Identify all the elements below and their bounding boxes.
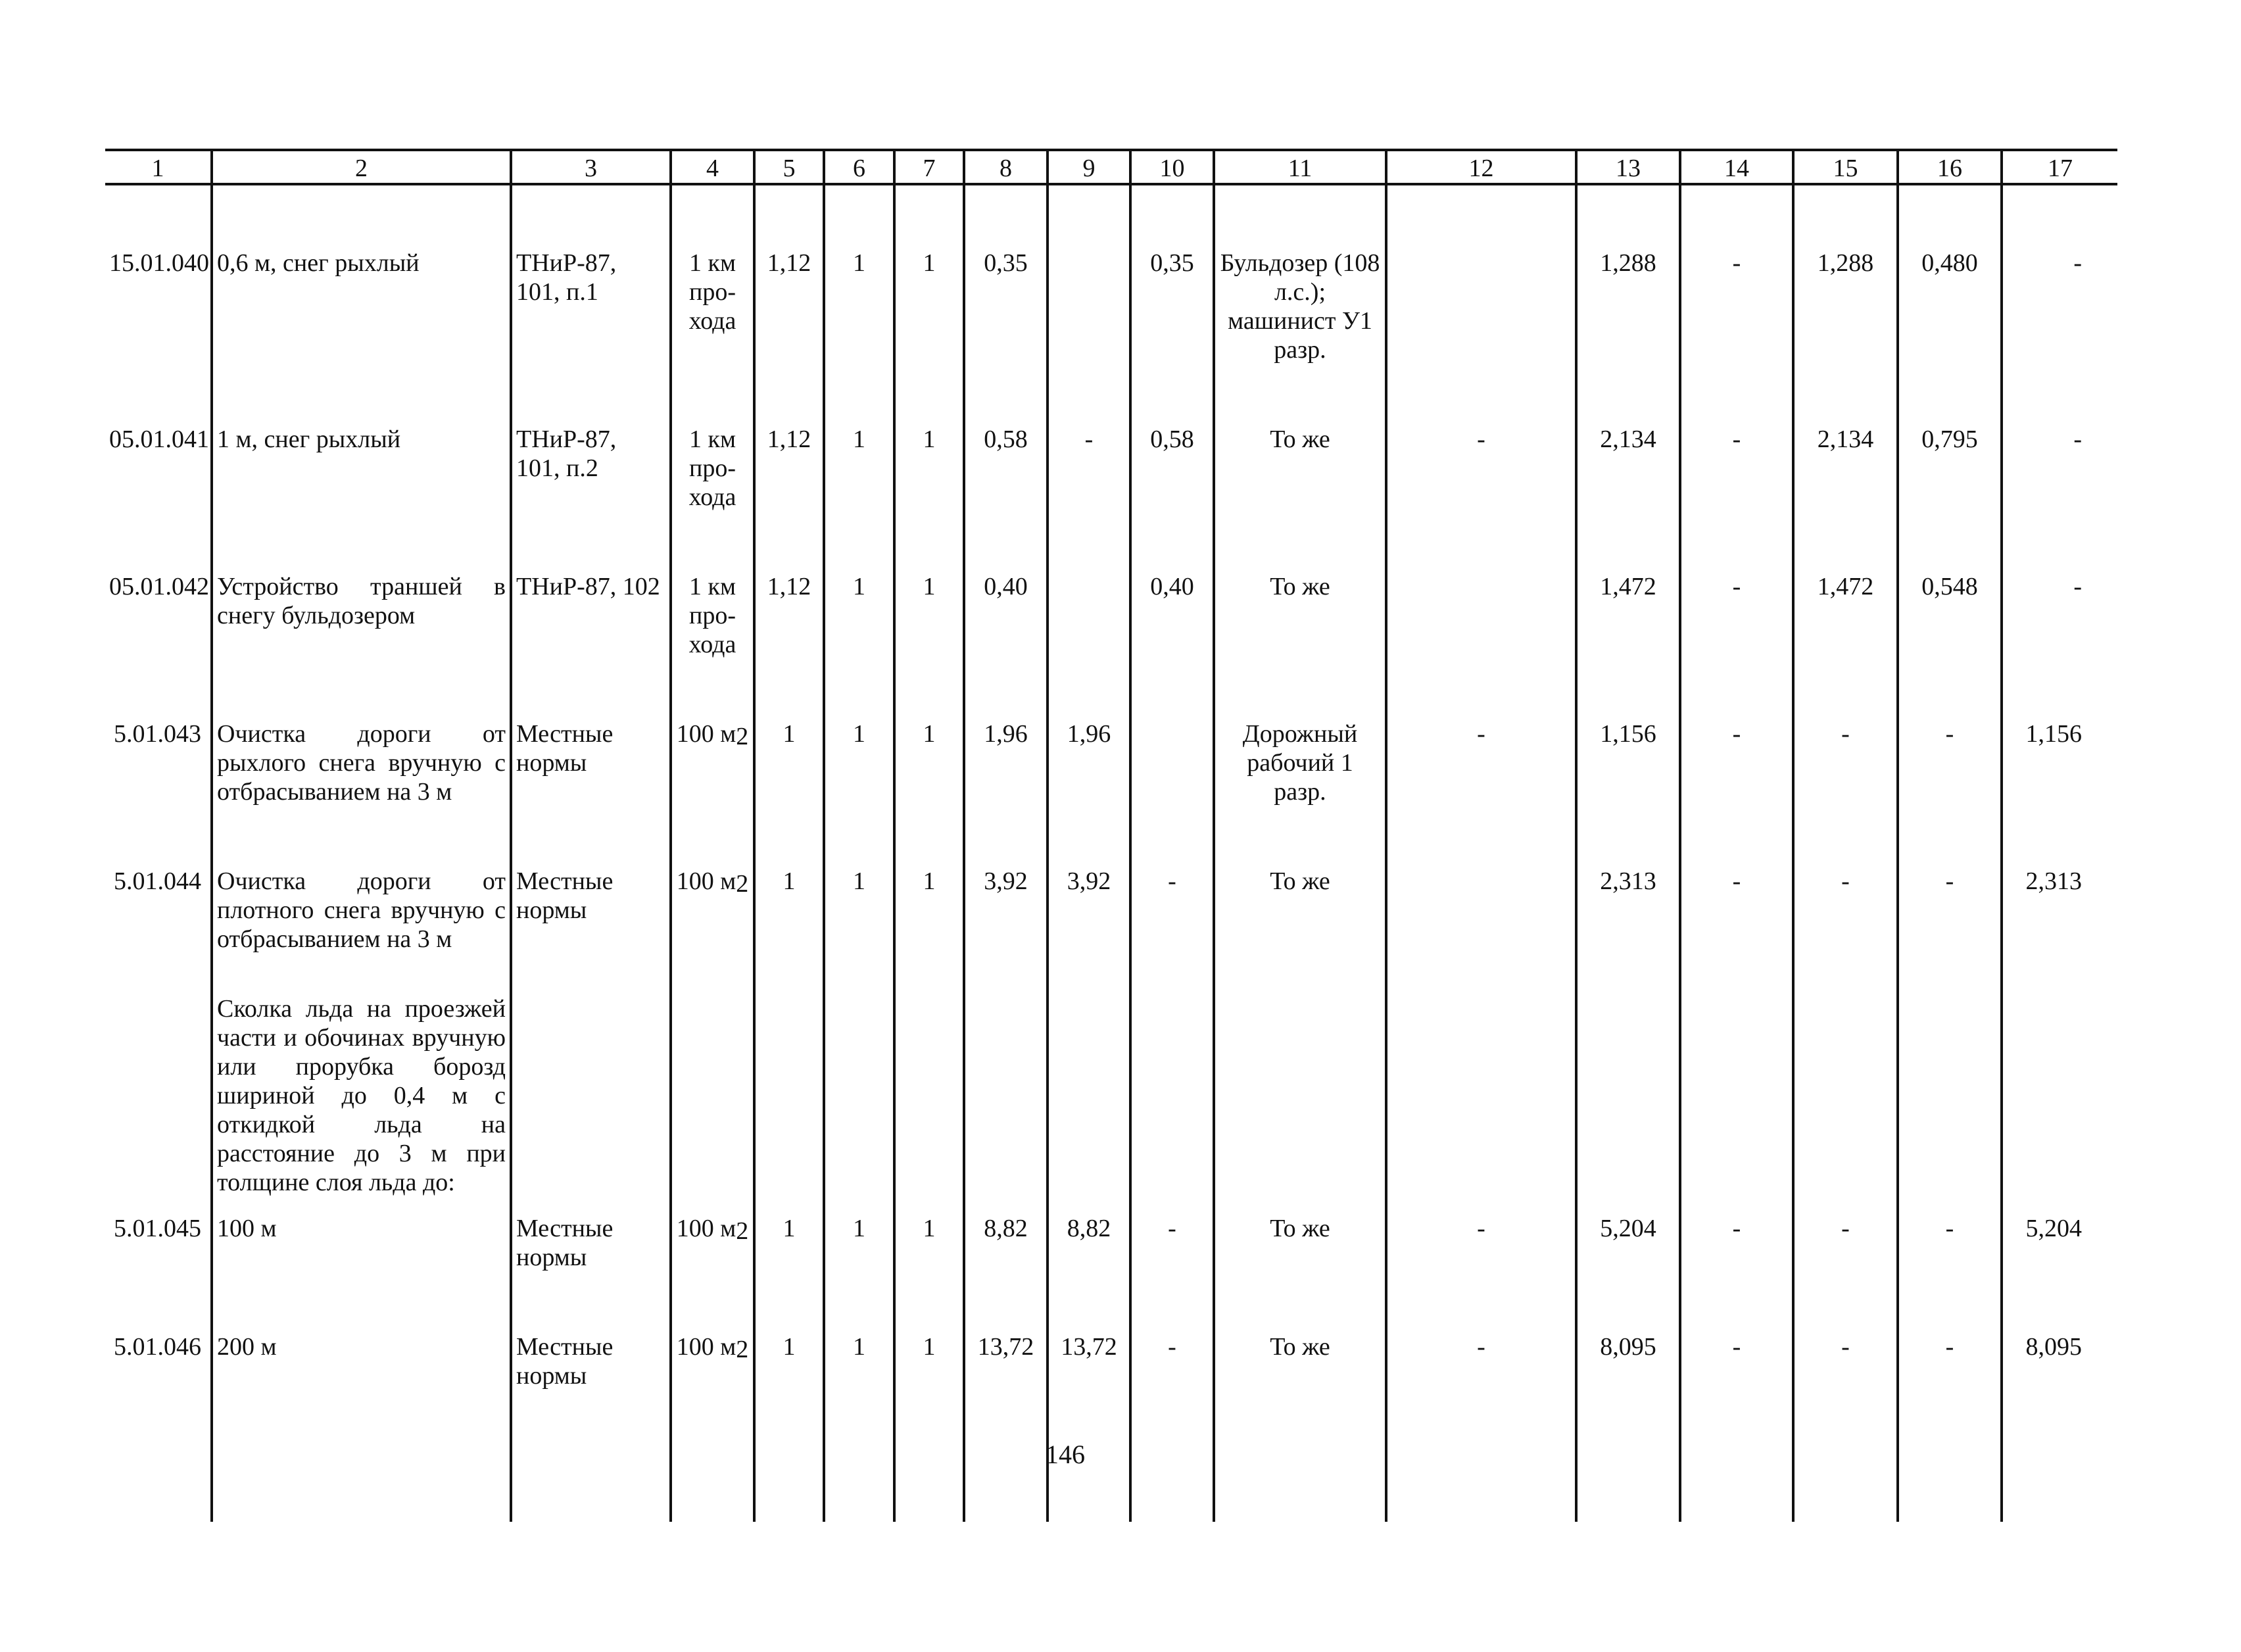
cell: 1 <box>894 806 964 954</box>
cell: 8,095 <box>1576 1272 1680 1390</box>
cell: - <box>1793 659 1898 806</box>
cell: 1 <box>894 1197 964 1272</box>
unit-text <box>676 719 749 751</box>
cell <box>964 954 1048 1197</box>
unit-text <box>676 1332 749 1364</box>
cell: 1 <box>894 512 964 659</box>
row-source: Местные нормы <box>511 806 671 954</box>
column-header: 12 <box>1386 150 1576 184</box>
cell: 8,095 <box>2002 1272 2117 1390</box>
group-header-row <box>105 954 2117 1197</box>
cell: - <box>1680 659 1793 806</box>
row-code: 05.01.041 <box>109 425 209 453</box>
cell <box>1048 512 1130 659</box>
cell: 0,58 <box>1130 364 1214 512</box>
cell: 0,40 <box>964 512 1048 659</box>
row-description: 100 м <box>212 1197 511 1272</box>
cell: 1 <box>824 1272 894 1390</box>
cell: 1,288 <box>1793 184 1898 364</box>
row-unit <box>671 1272 754 1390</box>
cell: - <box>1048 364 1130 512</box>
row-source: ТНиР-87, 102 <box>511 512 671 659</box>
column-header: 17 <box>2002 150 2117 184</box>
row-source: Местные нормы <box>511 1272 671 1390</box>
cell: 8,82 <box>1048 1197 1130 1272</box>
cell: 1 <box>894 184 964 364</box>
row-description: 0,6 м, снег рыхлый <box>212 184 511 364</box>
cell <box>1576 954 1680 1197</box>
cell: 1 <box>824 364 894 512</box>
cell: - <box>1898 1197 2002 1272</box>
cell <box>1130 659 1214 806</box>
row-code: 05.01.042 <box>109 573 209 600</box>
unit-exponent: 2 <box>736 1217 749 1246</box>
norms-table <box>105 149 2117 1522</box>
column-header: 16 <box>1898 150 2002 184</box>
cell: 1 <box>754 659 824 806</box>
unit-text <box>676 1214 749 1246</box>
cell <box>1214 954 1386 1197</box>
cell: 1 <box>894 1272 964 1390</box>
table-row <box>105 1197 2117 1272</box>
table-row <box>105 184 2117 364</box>
table-row <box>105 1272 2117 1390</box>
row-source: Местные нормы <box>511 1197 671 1272</box>
row-unit <box>671 659 754 806</box>
cell: 0,58 <box>964 364 1048 512</box>
cell: - <box>1386 1272 1576 1390</box>
cell <box>1386 806 1576 954</box>
row-code: 5.01.045 <box>114 1215 201 1242</box>
cell: 1,12 <box>754 184 824 364</box>
column-header: 5 <box>754 150 824 184</box>
cell: 1 <box>754 1272 824 1390</box>
cell <box>1130 954 1214 1197</box>
cell: 1,96 <box>1048 659 1130 806</box>
cell: - <box>1130 1197 1214 1272</box>
table-row <box>105 806 2117 954</box>
column-number-header-row <box>105 150 2117 184</box>
row-description: 200 м <box>212 1272 511 1390</box>
row-description: Очистка дороги от плотного снега вручную с отбрасыванием на 3 м <box>212 806 511 954</box>
cell: 1,156 <box>1576 659 1680 806</box>
cell: - <box>1898 1272 2002 1390</box>
cell: - <box>1680 1272 1793 1390</box>
cell: 1 <box>824 184 894 364</box>
unit-exponent: 2 <box>736 870 749 898</box>
cell: - <box>1793 806 1898 954</box>
row-source: ТНиР-87, 101, п.2 <box>511 364 671 512</box>
cell <box>1048 184 1130 364</box>
cell: 0,35 <box>1130 184 1214 364</box>
group-header: Сколка льда на проезжей части и обочинах вручную или прорубка борозд шириной до 0,4 м с откидкой льда на расстояние до 3 м при толщине слоя льда до: <box>212 954 511 1197</box>
cell: 0,40 <box>1130 512 1214 659</box>
cell: - <box>1898 659 2002 806</box>
cell: - <box>1130 806 1214 954</box>
cell: 1,12 <box>754 364 824 512</box>
cell <box>671 954 754 1197</box>
cell: 3,92 <box>1048 806 1130 954</box>
row-resource: Бульдозер (108 л.с.); машинист У1 разр. <box>1214 184 1386 364</box>
cell <box>511 954 671 1197</box>
column-header: 7 <box>894 150 964 184</box>
table-row <box>105 512 2117 659</box>
cell <box>1793 954 1898 1197</box>
cell <box>1048 954 1130 1197</box>
cell: - <box>1793 1272 1898 1390</box>
cell: 5,204 <box>2002 1197 2117 1272</box>
cell <box>1898 954 2002 1197</box>
cell <box>894 954 964 1197</box>
cell: 1 <box>824 1197 894 1272</box>
column-header: 8 <box>964 150 1048 184</box>
row-unit <box>671 806 754 954</box>
cell: 13,72 <box>1048 1272 1130 1390</box>
cell: 0,35 <box>964 184 1048 364</box>
cell: - <box>1130 1272 1214 1390</box>
column-header: 11 <box>1214 150 1386 184</box>
unit-exponent: 2 <box>736 1336 749 1364</box>
cell: 1 <box>824 659 894 806</box>
cell: 13,72 <box>964 1272 1048 1390</box>
cell: - <box>2002 512 2117 659</box>
unit-value: 100 м <box>676 720 736 748</box>
cell: 2,134 <box>1576 364 1680 512</box>
unit-text <box>677 867 749 896</box>
unit-value: 100 м <box>676 1333 736 1361</box>
row-resource: То же <box>1214 1272 1386 1390</box>
row-resource: То же <box>1214 806 1386 954</box>
filler-row <box>105 1390 2117 1522</box>
cell: 1,472 <box>1576 512 1680 659</box>
row-resource: То же <box>1214 512 1386 659</box>
column-header: 13 <box>1576 150 1680 184</box>
row-code: 15.01.040 <box>109 249 209 277</box>
row-resource: То же <box>1214 1197 1386 1272</box>
unit-text: 1 км про-хода <box>688 573 736 658</box>
cell <box>1386 954 1576 1197</box>
cell: 1,12 <box>754 512 824 659</box>
row-description: Устройство траншей в снегу бульдозером <box>212 512 511 659</box>
cell: - <box>1680 184 1793 364</box>
unit-text: 1 км про-хода <box>688 425 736 511</box>
row-code: 5.01.043 <box>114 720 201 748</box>
norms-sheet <box>105 149 2117 1419</box>
cell: 2,313 <box>2002 806 2117 954</box>
cell: 5,204 <box>1576 1197 1680 1272</box>
row-unit <box>671 1197 754 1272</box>
cell: 1 <box>894 364 964 512</box>
cell: 1,472 <box>1793 512 1898 659</box>
cell: - <box>1680 364 1793 512</box>
cell <box>824 954 894 1197</box>
column-header: 15 <box>1793 150 1898 184</box>
row-resource: Дорожный рабочий 1 разр. <box>1214 659 1386 806</box>
cell <box>2002 954 2117 1197</box>
row-code: 5.01.044 <box>114 867 201 895</box>
cell: 1,156 <box>2002 659 2117 806</box>
cell: - <box>1680 806 1793 954</box>
column-header: 10 <box>1130 150 1214 184</box>
cell: 1 <box>754 806 824 954</box>
unit-value: 100 м <box>676 867 736 895</box>
unit-exponent: 2 <box>736 723 749 751</box>
row-source: ТНиР-87, 101, п.1 <box>511 184 671 364</box>
column-header: 3 <box>511 150 671 184</box>
cell: - <box>1386 364 1576 512</box>
row-unit <box>671 184 754 364</box>
column-header: 4 <box>671 150 754 184</box>
row-description: Очистка дороги от рыхлого снега вручную с отбрасыванием на 3 м <box>212 659 511 806</box>
row-unit <box>671 512 754 659</box>
cell: - <box>1793 1197 1898 1272</box>
cell: 0,548 <box>1898 512 2002 659</box>
cell <box>1386 512 1576 659</box>
row-unit <box>671 364 754 512</box>
column-header: 1 <box>105 150 212 184</box>
cell: - <box>2002 184 2117 364</box>
cell: 0,480 <box>1898 184 2002 364</box>
cell: - <box>1680 512 1793 659</box>
row-resource: То же <box>1214 364 1386 512</box>
cell <box>754 954 824 1197</box>
unit-text: 1 км про-хода <box>688 249 736 335</box>
column-header: 6 <box>824 150 894 184</box>
cell: 1 <box>894 659 964 806</box>
cell: 2,313 <box>1576 806 1680 954</box>
page-number: 146 <box>1046 1440 1085 1469</box>
cell <box>105 954 212 1197</box>
cell: - <box>2002 364 2117 512</box>
cell <box>1386 184 1576 364</box>
cell: - <box>1386 1197 1576 1272</box>
cell: - <box>1386 659 1576 806</box>
column-header: 14 <box>1680 150 1793 184</box>
column-header: 2 <box>212 150 511 184</box>
cell: - <box>1898 806 2002 954</box>
table-row <box>105 659 2117 806</box>
cell: 1 <box>754 1197 824 1272</box>
cell: 2,134 <box>1793 364 1898 512</box>
row-description: 1 м, снег рыхлый <box>212 364 511 512</box>
cell: - <box>1680 1197 1793 1272</box>
cell: 1,96 <box>964 659 1048 806</box>
cell: 3,92 <box>964 806 1048 954</box>
cell: 8,82 <box>964 1197 1048 1272</box>
row-code: 5.01.046 <box>114 1333 201 1361</box>
cell: 1 <box>824 512 894 659</box>
column-header: 9 <box>1048 150 1130 184</box>
row-source: Местные нормы <box>511 659 671 806</box>
cell <box>1680 954 1793 1197</box>
table-row <box>105 364 2117 512</box>
cell: 1 <box>824 806 894 954</box>
cell: 1,288 <box>1576 184 1680 364</box>
cell: 0,795 <box>1898 364 2002 512</box>
unit-value: 100 м <box>676 1215 736 1242</box>
